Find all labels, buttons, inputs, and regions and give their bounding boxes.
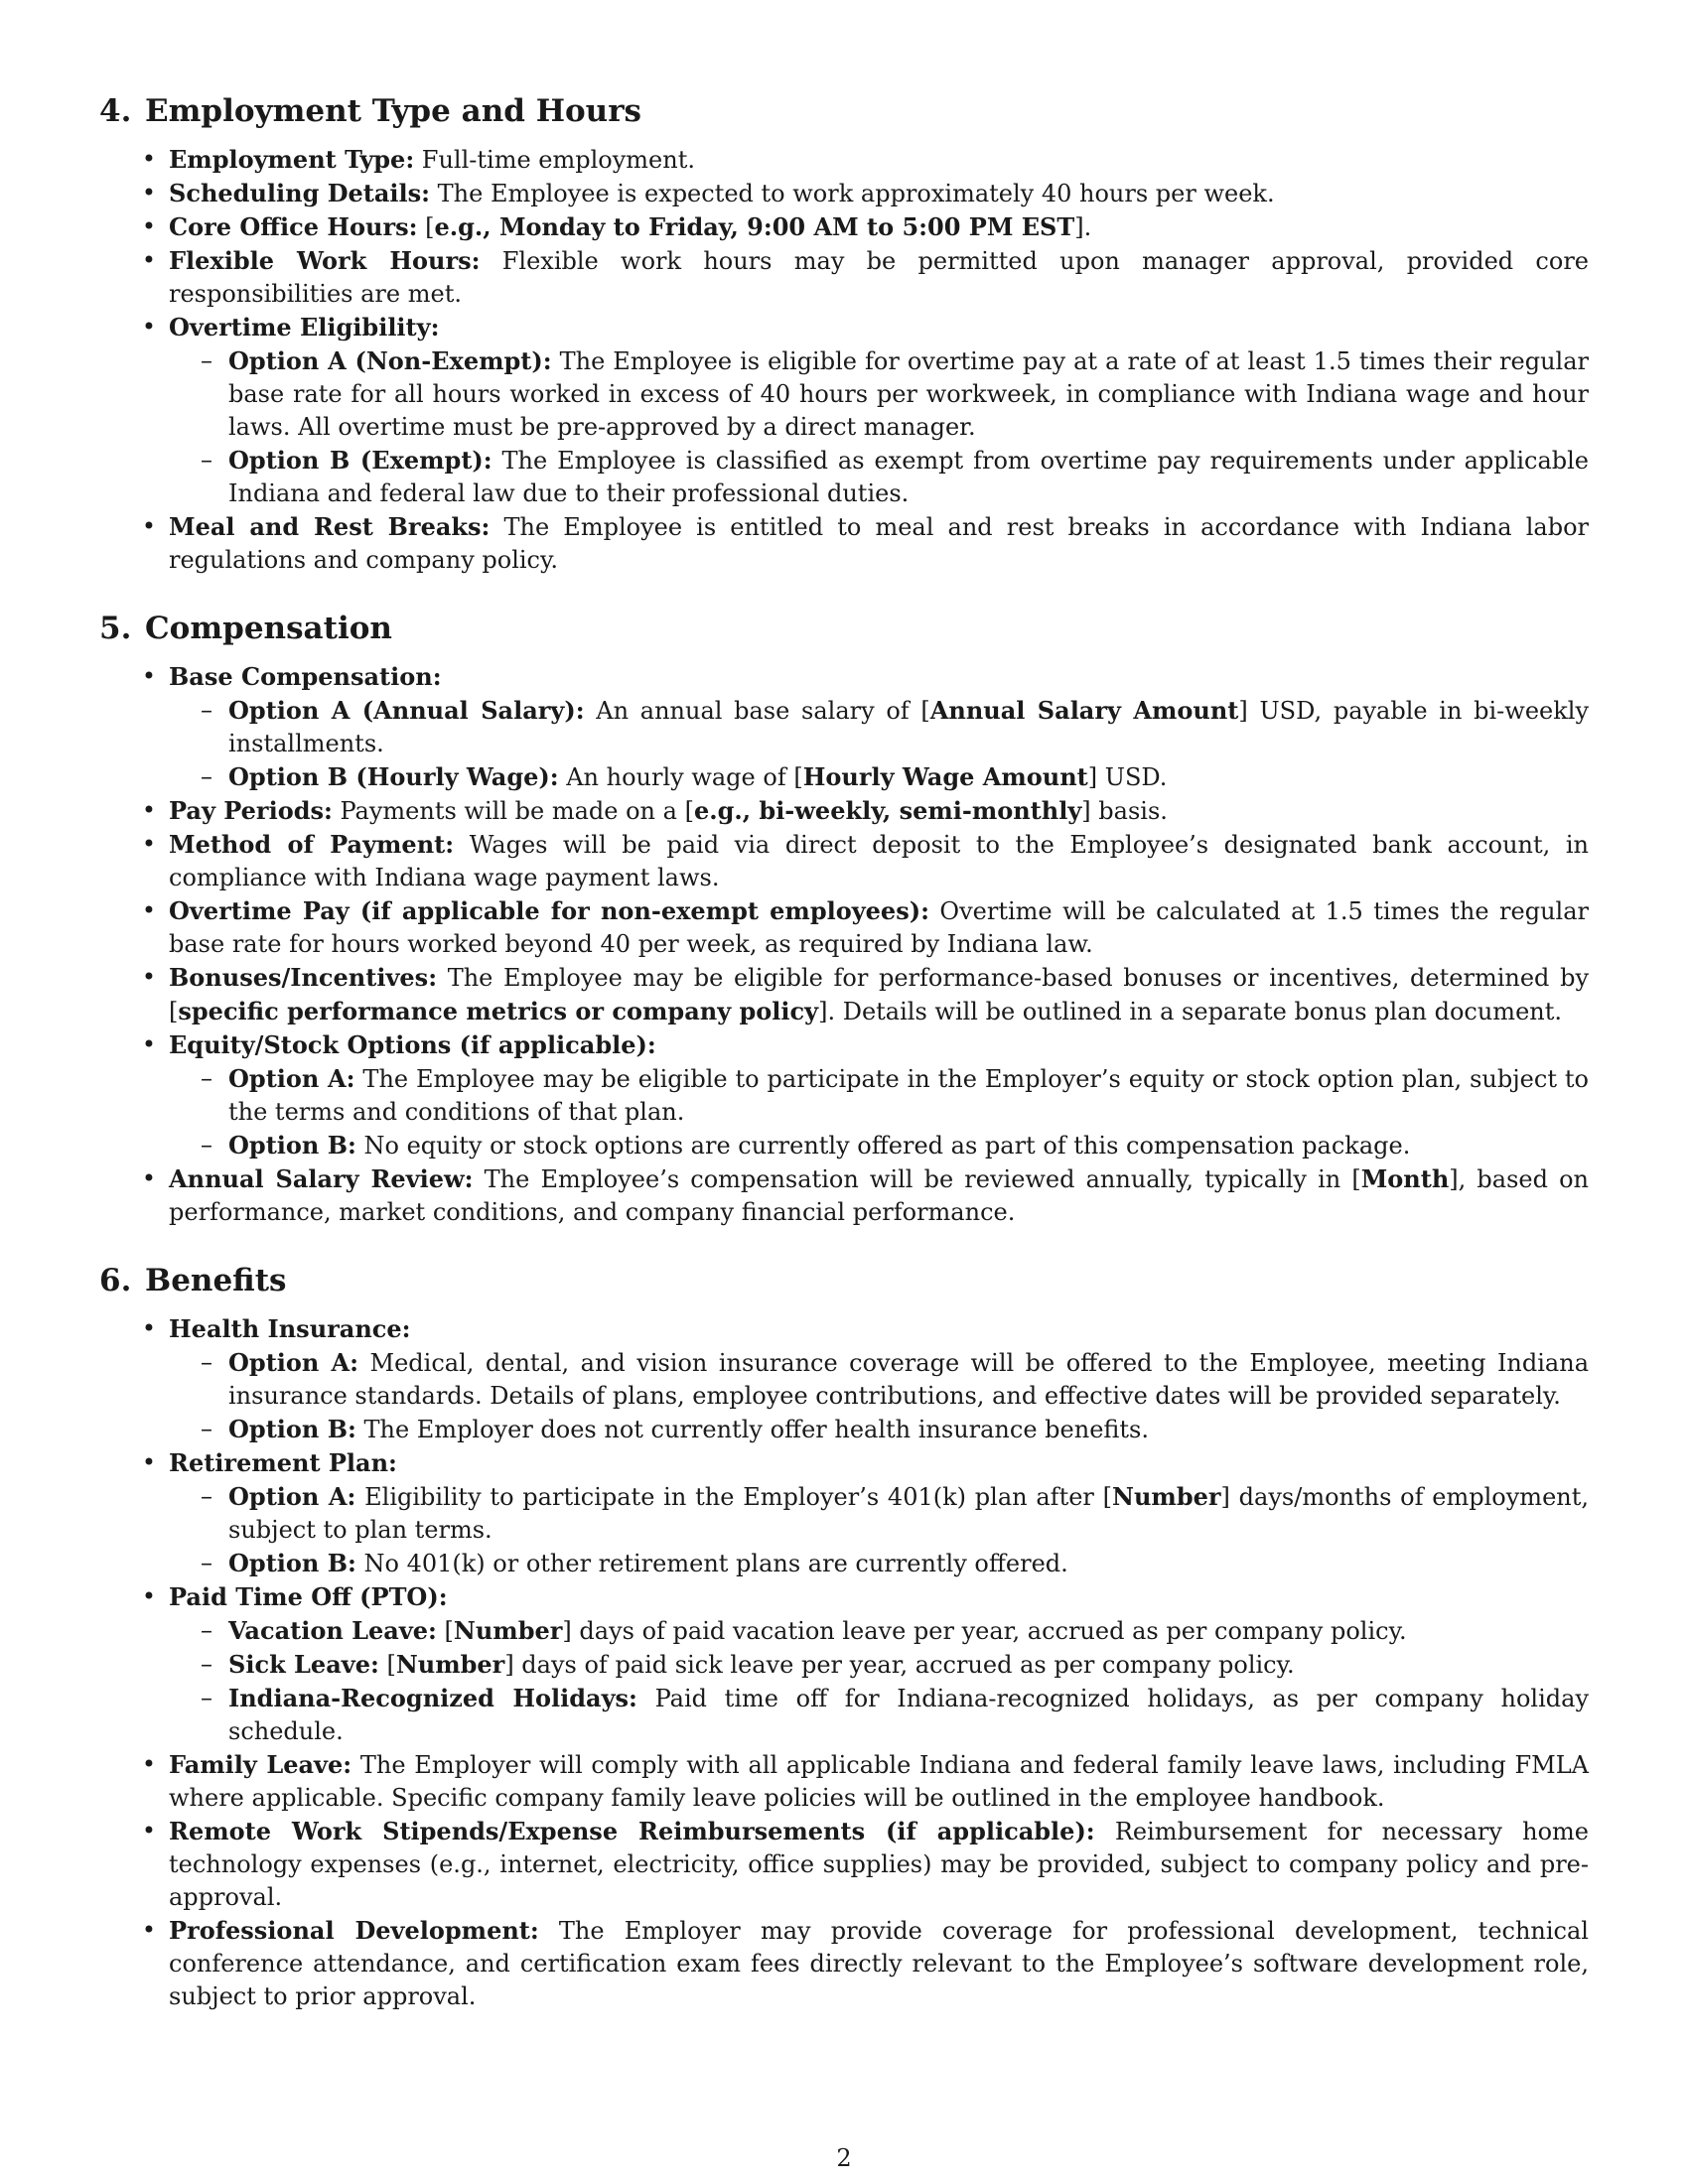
placeholder-field: specific performance metrics or company policy bbox=[178, 997, 819, 1025]
bullet-icon: • bbox=[141, 1817, 157, 1844]
list-item bbox=[99, 660, 1589, 794]
dash-icon: – bbox=[201, 1482, 212, 1510]
list-item bbox=[99, 1580, 1589, 1748]
section-title: Employment Type and Hours bbox=[145, 93, 641, 129]
item-label: Pay Periods: bbox=[169, 796, 333, 825]
bullet-icon: • bbox=[141, 1448, 157, 1476]
item-text: ]. bbox=[1074, 213, 1092, 241]
placeholder-field: e.g., bi-weekly, semi-monthly bbox=[693, 796, 1082, 825]
item-text: The Employee is classified as exempt from overtime pay requirements under applicable Indiana and federal law due to their professional duties. bbox=[228, 447, 1589, 507]
section-4 bbox=[99, 91, 1589, 577]
item-text: Flexible work hours may be permitted upon manager approval, provided core responsibilities are met. bbox=[169, 247, 1589, 308]
dash-icon: – bbox=[201, 1064, 212, 1092]
item-text: ] USD. bbox=[1087, 763, 1168, 791]
item-label: Paid Time Off (PTO): bbox=[169, 1582, 448, 1611]
item-text: ] days of paid vacation leave per year, accrued as per company policy. bbox=[562, 1617, 1407, 1645]
section-number: 4. bbox=[99, 93, 132, 129]
section-6 bbox=[99, 1261, 1589, 2013]
bullet-icon: • bbox=[141, 830, 157, 858]
item-text: Overtime will be calculated at 1.5 times the regular base rate for hours worked beyond 40 per week, as required by Indiana law. bbox=[169, 897, 1590, 958]
sub-list-item bbox=[169, 1480, 1589, 1547]
item-label: Retirement Plan: bbox=[169, 1448, 397, 1477]
sub-list-item bbox=[169, 760, 1589, 794]
dash-icon: – bbox=[201, 696, 212, 724]
item-label: Method of Payment: bbox=[169, 830, 455, 859]
list-item bbox=[99, 961, 1589, 1028]
bullet-icon: • bbox=[141, 313, 157, 341]
bullet-icon: • bbox=[141, 662, 157, 690]
item-text: An annual base salary of [ bbox=[584, 697, 930, 725]
document-page bbox=[99, 91, 1589, 2045]
placeholder-field: Number bbox=[395, 1650, 505, 1679]
item-text: Reimbursement for necessary home technology expenses (e.g., internet, electricity, office supplies) may be provided, subject to company policy and pre-approval. bbox=[169, 1818, 1589, 1911]
item-label: Flexible Work Hours: bbox=[169, 246, 481, 275]
item-text: Payments will be made on a [ bbox=[332, 797, 694, 825]
item-text: ] days of paid sick leave per year, accrued as per company policy. bbox=[504, 1651, 1295, 1679]
item-label: Option A: bbox=[228, 1064, 355, 1093]
list-item bbox=[99, 794, 1589, 828]
item-text: No 401(k) or other retirement plans are currently offered. bbox=[355, 1550, 1068, 1577]
list-item bbox=[99, 1914, 1589, 2013]
item-label: Equity/Stock Options (if applicable): bbox=[169, 1030, 656, 1059]
sub-list bbox=[169, 1346, 1589, 1446]
bullet-icon: • bbox=[141, 246, 157, 274]
item-label: Remote Work Stipends/Expense Reimbursements (if applicable): bbox=[169, 1817, 1095, 1845]
list-item bbox=[99, 1312, 1589, 1446]
item-text: [ bbox=[378, 1651, 396, 1679]
item-label: Meal and Rest Breaks: bbox=[169, 512, 491, 541]
dash-icon: – bbox=[201, 762, 212, 790]
dash-icon: – bbox=[201, 1348, 212, 1376]
item-label: Option A: bbox=[228, 1482, 356, 1511]
item-label: Sick Leave: bbox=[228, 1650, 379, 1679]
sub-list bbox=[169, 1614, 1589, 1748]
sub-list-item bbox=[169, 1346, 1589, 1413]
item-label: Option A (Non-Exempt): bbox=[228, 346, 552, 375]
sub-list-item bbox=[169, 444, 1589, 510]
list-item bbox=[99, 143, 1589, 177]
item-label: Option B: bbox=[228, 1131, 356, 1160]
item-text: The Employee’s compensation will be reviewed annually, typically in [ bbox=[473, 1165, 1361, 1193]
bullet-icon: • bbox=[141, 1750, 157, 1778]
section-heading bbox=[99, 609, 1589, 648]
sub-list-item bbox=[169, 1129, 1589, 1162]
sub-list bbox=[169, 1062, 1589, 1162]
item-label: Option B: bbox=[228, 1549, 356, 1577]
bullet-icon: • bbox=[141, 796, 157, 824]
bullet-icon: • bbox=[141, 896, 157, 924]
item-label: Employment Type: bbox=[169, 145, 415, 174]
sub-list-item bbox=[169, 1648, 1589, 1682]
sub-list-item bbox=[169, 1062, 1589, 1129]
item-text: The Employee is entitled to meal and rest breaks in accordance with Indiana labor regulations and company policy. bbox=[169, 513, 1589, 574]
sub-list bbox=[169, 344, 1589, 510]
item-text: ] days/months of employment, subject to plan terms. bbox=[228, 1483, 1589, 1544]
item-label: Option A (Annual Salary): bbox=[228, 696, 585, 725]
item-text: ], based on performance, market conditions, and company financial performance. bbox=[169, 1165, 1589, 1226]
item-text: Paid time off for Indiana-recognized holidays, as per company holiday schedule. bbox=[228, 1685, 1589, 1745]
bullet-icon: • bbox=[141, 1916, 157, 1944]
placeholder-field: Number bbox=[1112, 1482, 1221, 1511]
list-item bbox=[99, 1815, 1589, 1914]
bullet-icon: • bbox=[141, 1164, 157, 1192]
placeholder-field: e.g., Monday to Friday, 9:00 AM to 5:00 PM EST bbox=[434, 212, 1075, 241]
bullet-list bbox=[99, 143, 1589, 577]
dash-icon: – bbox=[201, 346, 212, 374]
list-item bbox=[99, 210, 1589, 244]
section-heading bbox=[99, 91, 1589, 131]
bullet-icon: • bbox=[141, 145, 157, 173]
dash-icon: – bbox=[201, 1650, 212, 1678]
section-heading bbox=[99, 1261, 1589, 1300]
list-item bbox=[99, 1162, 1589, 1229]
item-label: Option B (Hourly Wage): bbox=[228, 762, 559, 791]
placeholder-field: Annual Salary Amount bbox=[929, 696, 1239, 725]
item-label: Indiana-Recognized Holidays: bbox=[228, 1684, 637, 1712]
list-item bbox=[99, 894, 1589, 961]
list-item bbox=[99, 828, 1589, 894]
list-item bbox=[99, 1446, 1589, 1580]
item-text: The Employer does not currently offer health insurance benefits. bbox=[355, 1416, 1149, 1443]
item-label: Professional Development: bbox=[169, 1916, 539, 1945]
sub-list-item bbox=[169, 1413, 1589, 1446]
bullet-icon: • bbox=[141, 1582, 157, 1610]
item-label: Health Insurance: bbox=[169, 1314, 411, 1343]
item-text: [ bbox=[436, 1617, 454, 1645]
item-text: Medical, dental, and vision insurance coverage will be offered to the Employee, meeting Indiana insurance standards. Details of plans, employee contributions, and effective dates will be provided separately. bbox=[228, 1349, 1590, 1410]
item-text: ] basis. bbox=[1081, 797, 1168, 825]
bullet-icon: • bbox=[141, 1314, 157, 1342]
bullet-list bbox=[99, 660, 1589, 1229]
sub-list-item bbox=[169, 1547, 1589, 1580]
bullet-icon: • bbox=[141, 512, 157, 540]
item-text: No equity or stock options are currently offered as part of this compensation package. bbox=[355, 1132, 1411, 1160]
item-text: The Employer may provide coverage for professional development, technical conference attendance, and certification exam fees directly relevant to the Employee’s software development role, subject to prior approval. bbox=[169, 1917, 1589, 2010]
item-label: Option B (Exempt): bbox=[228, 446, 492, 475]
dash-icon: – bbox=[201, 1616, 212, 1644]
list-item bbox=[99, 510, 1589, 577]
section-title: Compensation bbox=[145, 611, 392, 646]
item-text: Eligibility to participate in the Employer’s 401(k) plan after [ bbox=[355, 1483, 1113, 1511]
sub-list bbox=[169, 694, 1589, 794]
item-label: Core Office Hours: bbox=[169, 212, 418, 241]
section-title: Benefits bbox=[145, 1263, 287, 1298]
dash-icon: – bbox=[201, 1131, 212, 1159]
item-text: Wages will be paid via direct deposit to the Employee’s designated bank account, in compliance with Indiana wage payment laws. bbox=[169, 831, 1589, 891]
list-item bbox=[99, 311, 1589, 510]
item-text: The Employer will comply with all applicable Indiana and federal family leave laws, including FMLA where applicable. Specific company family leave policies will be outlined in the employee handbook. bbox=[169, 1751, 1589, 1812]
item-text: Full-time employment. bbox=[414, 146, 695, 174]
item-label: Base Compensation: bbox=[169, 662, 442, 691]
sub-list bbox=[169, 1480, 1589, 1580]
dash-icon: – bbox=[201, 1549, 212, 1576]
item-text: The Employee is expected to work approximately 40 hours per week. bbox=[430, 180, 1275, 207]
item-label: Bonuses/Incentives: bbox=[169, 963, 438, 992]
item-text: ] USD, payable in bi-weekly installments. bbox=[228, 697, 1590, 757]
item-label: Option B: bbox=[228, 1415, 356, 1443]
placeholder-field: Hourly Wage Amount bbox=[802, 762, 1088, 791]
item-text: The Employee is eligible for overtime pay at a rate of at least 1.5 times their regular base rate for all hours worked in excess of 40 hours per workweek, in compliance with Indiana wage and hour laws. All overtime must be pre-approved by a direct manager. bbox=[228, 347, 1589, 441]
item-label: Vacation Leave: bbox=[228, 1616, 437, 1645]
list-item bbox=[99, 177, 1589, 210]
section-number: 6. bbox=[99, 1263, 132, 1298]
item-label: Option A: bbox=[228, 1348, 359, 1377]
item-label: Family Leave: bbox=[169, 1750, 352, 1779]
item-text: An hourly wage of [ bbox=[558, 763, 803, 791]
dash-icon: – bbox=[201, 1415, 212, 1442]
page-number: 2 bbox=[836, 2144, 852, 2172]
item-text: [ bbox=[417, 213, 435, 241]
section-5 bbox=[99, 609, 1589, 1229]
list-item bbox=[99, 244, 1589, 311]
bullet-icon: • bbox=[141, 179, 157, 206]
bullet-icon: • bbox=[141, 963, 157, 991]
list-item bbox=[99, 1028, 1589, 1162]
dash-icon: – bbox=[201, 446, 212, 474]
placeholder-field: Month bbox=[1360, 1164, 1450, 1193]
sub-list-item bbox=[169, 344, 1589, 444]
item-label: Overtime Eligibility: bbox=[169, 313, 440, 341]
sub-list-item bbox=[169, 694, 1589, 760]
item-label: Scheduling Details: bbox=[169, 179, 431, 207]
item-label: Annual Salary Review: bbox=[169, 1164, 474, 1193]
item-label: Overtime Pay (if applicable for non-exempt employees): bbox=[169, 896, 929, 925]
bullet-icon: • bbox=[141, 212, 157, 240]
bullet-icon: • bbox=[141, 1030, 157, 1058]
sub-list-item bbox=[169, 1682, 1589, 1748]
dash-icon: – bbox=[201, 1684, 212, 1711]
placeholder-field: Number bbox=[453, 1616, 563, 1645]
list-item bbox=[99, 1748, 1589, 1815]
item-text: The Employee may be eligible to participate in the Employer’s equity or stock option plan, subject to the terms and conditions of that plan. bbox=[228, 1065, 1589, 1126]
sub-list-item bbox=[169, 1614, 1589, 1648]
item-text: ]. Details will be outlined in a separate bonus plan document. bbox=[818, 998, 1562, 1025]
item-text: The Employee may be eligible for performance-based bonuses or incentives, determined by [ bbox=[169, 964, 1589, 1025]
bullet-list bbox=[99, 1312, 1589, 2013]
section-number: 5. bbox=[99, 611, 132, 646]
